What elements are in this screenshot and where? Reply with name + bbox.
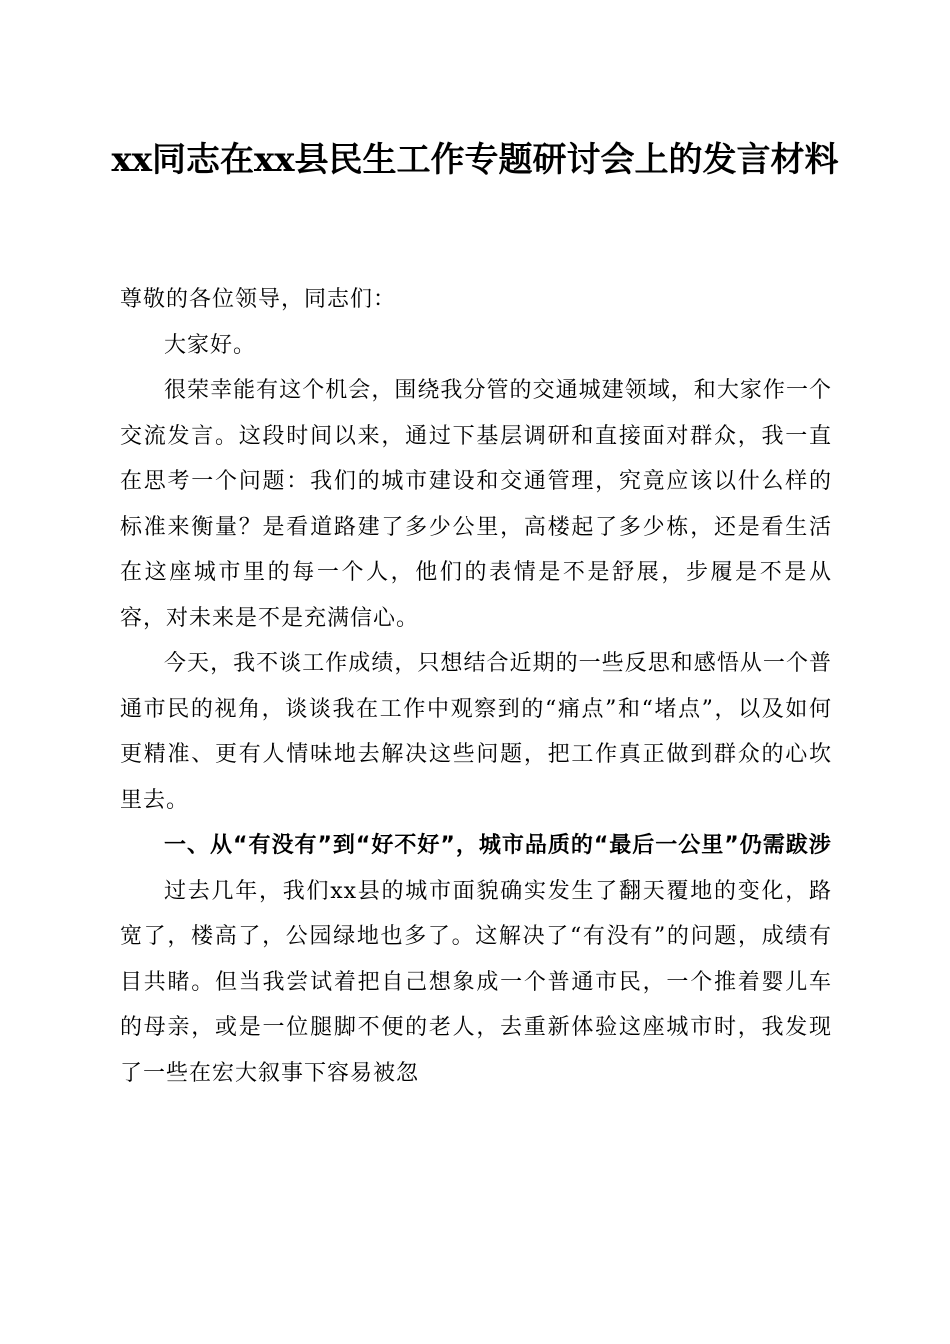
section-paragraph: 过去几年，我们xx县的城市面貌确实发生了翻天覆地的变化，路宽了，楼高了，公园绿地也多了。这解决了“有没有”的问题，成绩有目共睹。但当我尝试着把自己想象成一个普通市民，一个推着婴儿车的母亲，或是一位腿脚不便的老人，去重新体验这座城市时，我发现了一些在宏大叙事下容易被忽 [120, 878, 832, 1086]
salutation: 尊敬的各位领导，同志们： [120, 287, 397, 312]
document-title: xx同志在xx县民生工作专题研讨会上的发言材料 [111, 140, 839, 180]
section-heading: 一、从“有没有”到“好不好”，城市品质的“最后一公里”仍需跋涉 [164, 833, 832, 858]
paragraph-perspective: 今天，我不谈工作成绩，只想结合近期的一些反思和感悟从一个普通市民的视角，谈谈我在工作中观察到的“痛点”和“堵点”，以及如何更精准、更有人情味地去解决这些问题，把工作真正做到群众的心坎里去。 [120, 651, 832, 813]
paragraph-intro: 很荣幸能有这个机会，围绕我分管的交通城建领域，和大家作一个交流发言。这段时间以来，通过下基层调研和直接面对群众，我一直在思考一个问题：我们的城市建设和交通管理，究竟应该以什么样的标准来衡量？是看道路建了多少公里，高楼起了多少栋，还是看生活在这座城市里的每一个人，他们的表情是不是舒展，步履是不是从容，对未来是不是充满信心。 [120, 378, 832, 631]
greeting: 大家好。 [164, 332, 257, 358]
document-body [120, 277, 832, 1096]
